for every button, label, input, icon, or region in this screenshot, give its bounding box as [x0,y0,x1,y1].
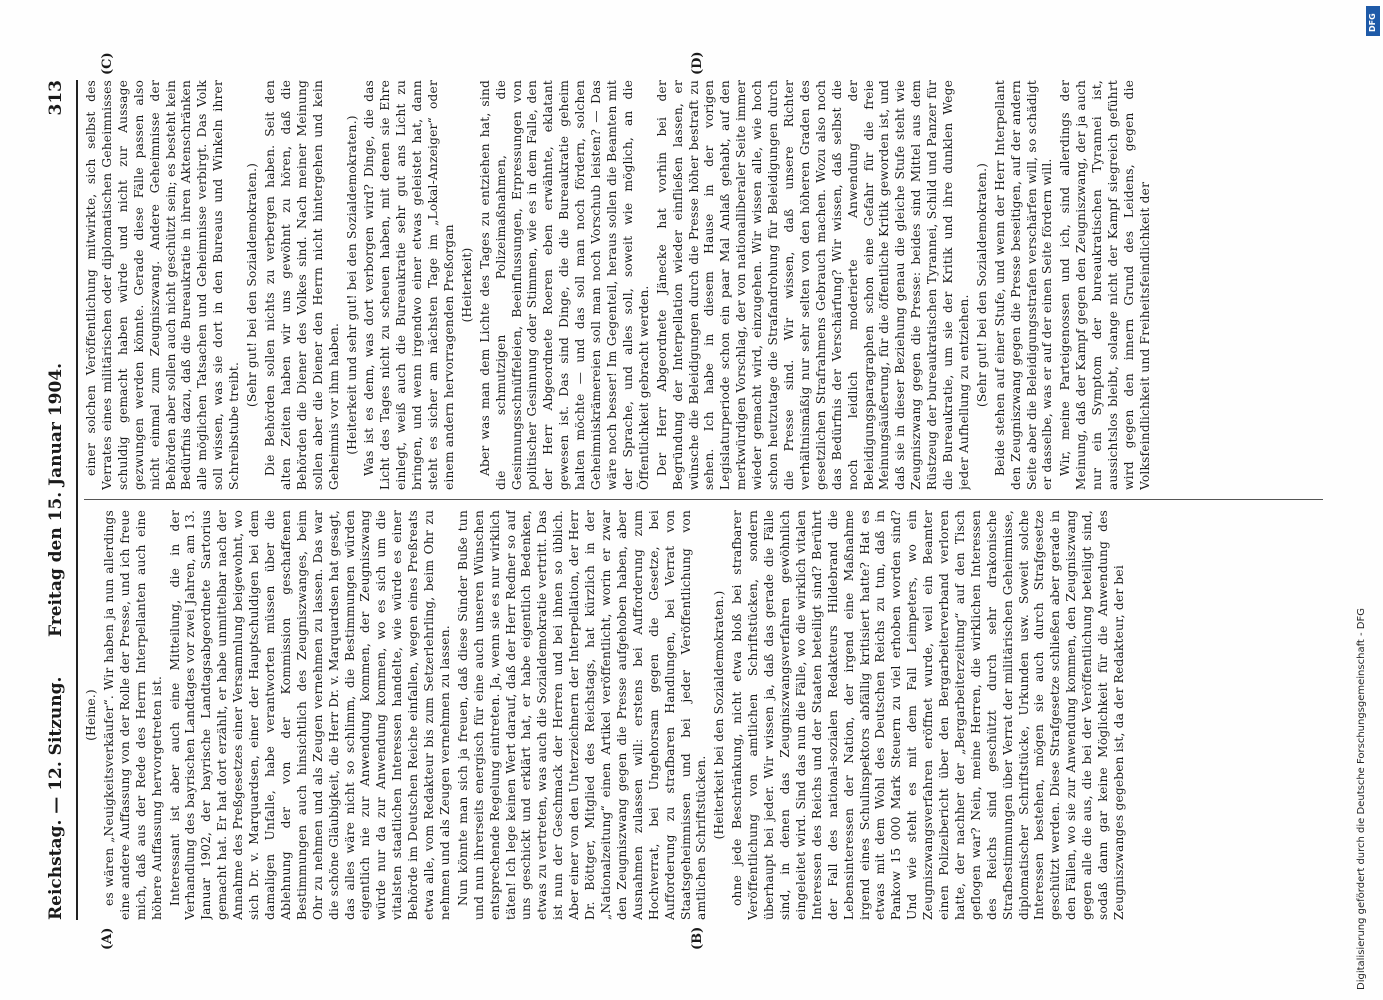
left-column-paragraph: Nun könnte man sich ja freuen, daß diese Sünder Buße tun und nun ihrerseits energisch für eine auch unseren Wünschen entsprechende Regelung eintreten. Ja, wenn sie es nur wirklich täten! Ich lege keinen Wert darauf, daß der Herr Redner so auf uns geschickt und erklärt hat, er habe eigentlich Bedenken, etwas zu vertreten, was auch die Sozialdemokratie vertritt. Das ist nun der Geschmack der Herren und bei ihnen so üblich. Aber einer von den Unterzeichnern der Interpellation, der Herr Dr. Böttger, Mitglied des Reichstags, hat kürzlich in der „Nationalzeitung“ einen Artikel veröffentlicht, worin er zwar den Zeugniszwang gegen die Presse aufgehoben haben, aber Ausnahmen zulassen will: erstens bei Aufforderung zum Hochverrat, bei Ungehorsam gegen die Gesetze, bei Aufforderung zu strafbaren Handlungen, bei Verrat von Staatsgeheimnissen und bei jeder Veröffentlichung von amtlichen Schriftstücken. [455,510,709,920]
right-text-column [84,80,1323,490]
left-column-paragraph: ohne jede Beschränkung, nicht etwa bloß bei strafbarer Veröffentlichung von amtlichen Schriftstücken, sondern überhaupt bei jeder. Wir wissen ja, daß das gerade die Fälle sind, in denen das Zeugniszwangsverfahren gewöhnlich eingeleitet wird. Sind das nun die Fälle, wo die wirklich vitalen Interessen des Reichs und der Staaten beteiligt sind? Berührt der Fall des national-sozialen Redakteurs Hildebrand die Lebensinteressen der Nation, der irgend eine Maßnahme irgend eines Schulinspektors abfällig kritisiert hatte? Hat es etwas mit dem Wohl des Deutschen Reichs zu tun, daß in Pankow 15 000 Mark Steuern zu viel erhoben worden sind? Und wie steht es mit dem Fall Leimpeters, wo ein Zeugniszwangsverfahren eröffnet wurde, weil ein Beamter einen Polizeibericht über den Bergarbeiterverband verloren hatte, der nachher der „Bergarbeiterzeitung“ auf den Tisch geflogen war? Nein, meine Herren, die wirklichen Interessen des Reichs sind geschützt durch sehr drakonische Strafbestimmungen über Verrat der militärischen Geheimnisse, diplomatischer Schriftstücke, Urkunden usw. Soweit solche Interessen bestehen, mögen sie auch durch Strafgesetze geschützt werden. Diese Strafgesetze schließen aber gerade in den Fällen, wo sie zur Anwendung kommen, den Zeugniszwang gegen alle die aus, die bei der Veröffentlichung beteiligt sind, sodaß dann gar keine Möglichkeit für die Anwendung des Zeugniszwanges gegeben ist, da der Redakteur, der bei [730,510,1126,920]
right-column-paragraph: (Sehr gut! bei den Sozialdemokraten.) [974,162,989,408]
dfg-logo-text: DFG [1368,13,1377,32]
left-column-paragraph: Interessant ist aber auch eine Mitteilung, die in der Verhandlung des bayrischen Landtages vor zwei Jahren, am 13. Januar 1902, der bayrische Landtagsabgeordnete Sartorius gemacht hat. Er hat dort erzählt, er habe unmittelbar nach der Annahme des Preßgesetzes einer Versammlung beigewohnt, wo sich Dr. v. Marquardsen, einer der Hauptschuldigen bei dem damaligen Unfalle, habe verantworten müssen über die Ablehnung der von der Kommission geschaffenen Bestimmungen auch hinsichtlich des Zeugniszwanges, beim Ohr zu nehmen und als Zeugen vernehmen zu lassen. Das war die schöne Gläubigkeit, die Herr Dr. v. Marquardsen hat gesagt, das alles wäre nicht so schlimm, die Bestimmungen würden eigentlich nie zur Anwendung kommen, der Zeugniszwang würde nur da zur Anwendung kommen, wo es sich um die vitalsten staatlichen Interessen handelte, wie würde es einer Behörde im Deutschen Reiche einfallen, wegen eines Preßreats etwa alle, vom Redakteur bis zum Setzerlehrling, beim Ohr zu nehmen und als Zeugen vernehmen zu lassen. [167,510,452,920]
left-text-column [84,510,1323,920]
right-column-paragraph: (Heiterkeit und sehr gut! bei den Sozialdemokraten.) [344,115,359,455]
right-column-paragraph: Aber was man dem Lichte des Tages zu entziehen hat, sind die schmutzigen Polizeimaßnahmen, die Gesinnungsschnüffeleien, Beeinflussungen, Erpressungen von politischer Gesinnung oder Stimmen, wie es in dem Falle, den der Herr Abgeordnete Roeren eben erwähnte, eklatant gewesen ist. Das sind Dinge, die die Bureaukratie geheim halten möchte — und das soll man noch fördern, solchen Geheimniskrämereien soll man noch Vorschub leisten? — Das wäre noch besser! Im Gegenteil, heraus sollen die Beamten mit der Sprache, und alles soll, soweit wie möglich, an die Öffentlichkeit gebracht werden. [477,80,651,490]
right-column-paragraph: Die Behörden sollen nichts zu verbergen haben. Seit den alten Zeiten haben wir uns gewöhnt zu hören, daß die Behörden die Diener des Volkes sind. Nach meiner Meinung sollen aber die Diener den Herrn nicht hintergehen und kein Geheimnis vor ihm haben. [262,80,341,490]
digitization-credit: Digitalisierung gefördert durch die Deutsche Forschungsgemeinschaft - DFG [1356,607,1367,990]
right-column-paragraph: Der Herr Abgeordnete Jänecke hat vorhin bei der Begründung der Interpellation wieder einfließen lassen, er wünsche die Beleidigungen durch die Presse höher bestraft zu sehen. Ich habe in diesem Hause in der vorigen Legislaturperiode schon ein paar Mal Anlaß gehabt, auf den merkwürdigen Vorschlag, der von nationalliberaler Seite immer wieder gemacht wird, einzugehen. Wir wissen alle, wie hoch schon heutzutage die Strafandrohung für Beleidigungen durch die Presse sind. Wir wissen, daß unsere Richter verhältnismäßig nur sehr selten von den höheren Graden des gesetzlichen Strafrahmens Gebrauch machen. Wozu also noch das Bedürfnis der Verschärfung? Wir wissen, daß selbst die noch leidlich moderierte Anwendung der Beleidigungsparagraphen schon eine Gefahr für die freie Meinungsäußerung, für die öffentliche Kritik geworden ist, und daß sie in dieser Beziehung genau die gleiche Stufe steht wie Zeugniszwang gegen die Presse: beides sind Mittel aus dem Rüstzeug der bureaukratischen Tyrannei, Schild und Panzer für die Bureaukratie, um sie der Kritik und ihre dunklen Wege jeder Aufhellung zu entziehen. [654,80,971,490]
right-column-paragraph: (Sehr gut! bei den Sozialdemokraten.) [245,162,260,408]
margin-mark-a: (A) [100,927,115,950]
right-column-paragraph: (Heiterkeit) [459,247,474,323]
left-column-paragraph: (Heiterkeit bei den Sozialdemokraten.) [712,590,727,840]
right-column-paragraph: Beide stehen auf einer Stufe, und wenn der Herr Interpellant den Zeugniszwang gegen die Presse beseitigen, auf der andern Seite aber die Beleidigungsstrafen verschärfen will, so schädigt er dasselbe, was er auf der einen Seite fördern will. [992,80,1055,490]
left-column-paragraph: es wären „Neuigkeitsverkäufer“. Wir haben ja nun allerdings eine andere Auffassung von der Rolle der Presse, und ich freue mich, daß aus der Rede des Herrn Interpellanten auch eine höhere Auffassung hervorgetreten ist. [101,510,164,920]
header-rule [76,80,78,920]
column-divider [84,499,1323,500]
left-column-paragraph: (Heine.) [84,689,98,741]
page-header [42,80,72,920]
right-column-paragraph: Wir, meine Parteigenossen und ich, sind allerdings der Meinung, daß der Kampf gegen den Zeugniszwang, der ja auch nur ein Symptom der bureaukratischen Tyrannei ist, aussichtslos bleibt, solange nicht der Kampf siegreich geführt wird gegen den innern Grund des Leidens, gegen die Volksfeindlichkeit und Freiheitsfeindlichkeit der [1058,80,1152,490]
header-date: Freitag den 15. Januar 1904. [46,362,66,638]
page-number: 313 [46,80,66,116]
margin-mark-d: (D) [690,51,705,75]
margin-mark-b: (B) [690,926,705,950]
dfg-logo [1366,6,1380,36]
margin-mark-c: (C) [100,52,115,75]
right-column-paragraph: einer solchen Veröffentlichung mitwirkte, sich selbst des Verrates eines militärischen oder diplomatischen Geheimnisses schuldig gemacht haben würde und nicht zur Aussage gezwungen werden könnte. Gerade diese Fälle passen also nicht einmal zum Zeugniszwang. Andere Geheimnisse der Behörden aber sollen auch nicht geschützt sein; es besteht kein Bedürfnis dazu, daß die Bureaukratie in ihren Aktenschränken alle möglichen Tatsachen und Geheimnisse verbirgt. Das Volk soll wissen, was sie dort in den Bureaus und Winkeln ihrer Schreibstube treibt. [84,80,242,490]
right-column-paragraph: Was ist es denn, was dort verborgen wird? Dinge, die das Licht des Tages nicht zu scheuen haben, mit denen sie Ehre einlegt, weiß auch die Bureaukratie sehr gut ans Licht zu bringen, und wenn irgendwo einer etwas geleistet hat, dann steht es sicher am nächsten Tage im „Lokal-Anzeiger“ oder einem andern hervorragenden Preßorgan [362,80,456,490]
digitization-note [1356,10,1376,990]
header-session: Reichstag. — 12. Sitzung. [46,676,66,920]
